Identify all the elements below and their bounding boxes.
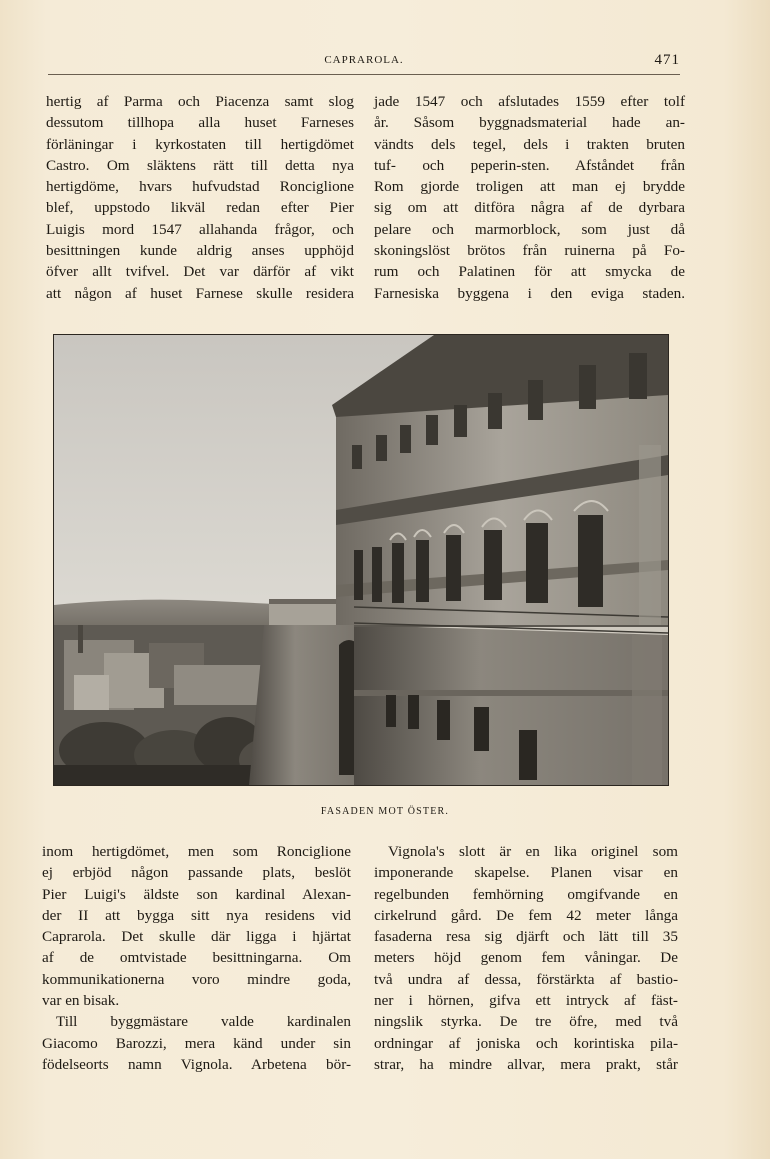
text-line: två undra af dessa, förstärkta af bastio- (374, 970, 678, 988)
text-line: öfver allt tvifvel. Det var därför af vikt (46, 263, 354, 281)
text-line: Farnesiska byggena i den eviga staden. (374, 284, 685, 302)
page-number: 471 (654, 52, 680, 68)
text-line: af de omtvistade besittningarna. Om (42, 949, 351, 967)
text-line: hertig af Parma och Piacenza samt slog (46, 93, 354, 110)
figure-caption: FASADEN MOT ÖSTER. (320, 806, 450, 817)
page-header (48, 50, 680, 75)
text-line: Luigis mord 1547 allahanda frågor, och (46, 220, 354, 238)
text-line: regelbunden femhörning omgifvande en (374, 885, 678, 903)
text-line: ordningar af joniska och korintiska pila- (374, 1034, 678, 1052)
text-line: kommunikationerna voro mindre goda, (42, 970, 351, 988)
text-line: pelare och marmorblock, som just då (374, 220, 685, 238)
text-line: Caprarola. Det skulle där ligga i hjärtat (42, 928, 351, 946)
text-line: ej erbjöd någon passande plats, beslöt (42, 864, 351, 882)
text-line: sig om att ditföra några af de dyrbara (374, 199, 685, 217)
facade-photograph (53, 334, 669, 786)
text-column-top-left (46, 91, 354, 304)
text-line: Rom gjorde troligen att man ej brydde (374, 178, 685, 196)
text-line: fasaderna resa sig djärft och lätt till 35 (374, 928, 678, 946)
text-line: Till byggmästare valde kardinalen (56, 1013, 351, 1031)
text-line: födelseorts namn Vignola. Arbetena bör- (42, 1055, 351, 1073)
text-line: jade 1547 och afslutades 1559 efter tolf (374, 93, 685, 110)
text-line: Pier Luigi's äldste son kardinal Alexan- (42, 885, 351, 903)
text-line: strar, ha mindre allvar, mera prakt, står (374, 1055, 678, 1073)
running-title: CAPRAROLA. (324, 54, 404, 66)
text-line: der II att bygga sitt nya residens vid (42, 906, 351, 924)
text-line: besittningen kunde aldrig anses upphöjd (46, 242, 354, 260)
text-line: cirkelrund gård. De fem 42 meter långa (374, 906, 678, 924)
text-line: Vignola's slott är en lika originel som (388, 843, 678, 860)
text-line: blef, uppstodo likväl redan efter Pier (46, 199, 354, 217)
text-column-top-right (374, 91, 685, 304)
text-line: inom hertigdömet, men som Ronciglione (42, 843, 351, 860)
text-column-bottom-right (374, 841, 678, 1075)
text-line: skoningslöst brötos från ruinerna på Fo- (374, 242, 685, 260)
text-line: ningslik styrka. De tre öfre, med två (374, 1013, 678, 1031)
text-line: dessutom tillhopa alla huset Farneses (46, 114, 354, 132)
text-line: år. Såsom byggnadsmaterial hade an- (374, 114, 685, 132)
text-line: hertigdöme, hvars hufvudstad Ronciglione (46, 178, 354, 196)
text-line: Castro. Om släktens rätt till detta nya (46, 156, 354, 174)
text-line: tuf- och peperin-sten. Afståndet från (374, 156, 685, 174)
text-line: ner i hörnen, gifva ett intryck af fäst- (374, 992, 678, 1010)
text-line: vändts dels tegel, dels i trakten bruten (374, 135, 685, 153)
text-column-bottom-left (42, 841, 351, 1075)
text-line: rum och Palatinen för att smycka de (374, 263, 685, 281)
text-line: att någon af huset Farnese skulle residera (46, 284, 354, 302)
text-line: förläningar i kyrkostaten till hertigdömet (46, 135, 354, 153)
text-line: meters höjd genom fem våningar. De (374, 949, 678, 967)
text-line: var en bisak. (42, 992, 120, 1010)
text-line: imponerande skapelse. Planen visar en (374, 864, 678, 882)
text-line: Giacomo Barozzi, mera känd under sin (42, 1034, 351, 1052)
